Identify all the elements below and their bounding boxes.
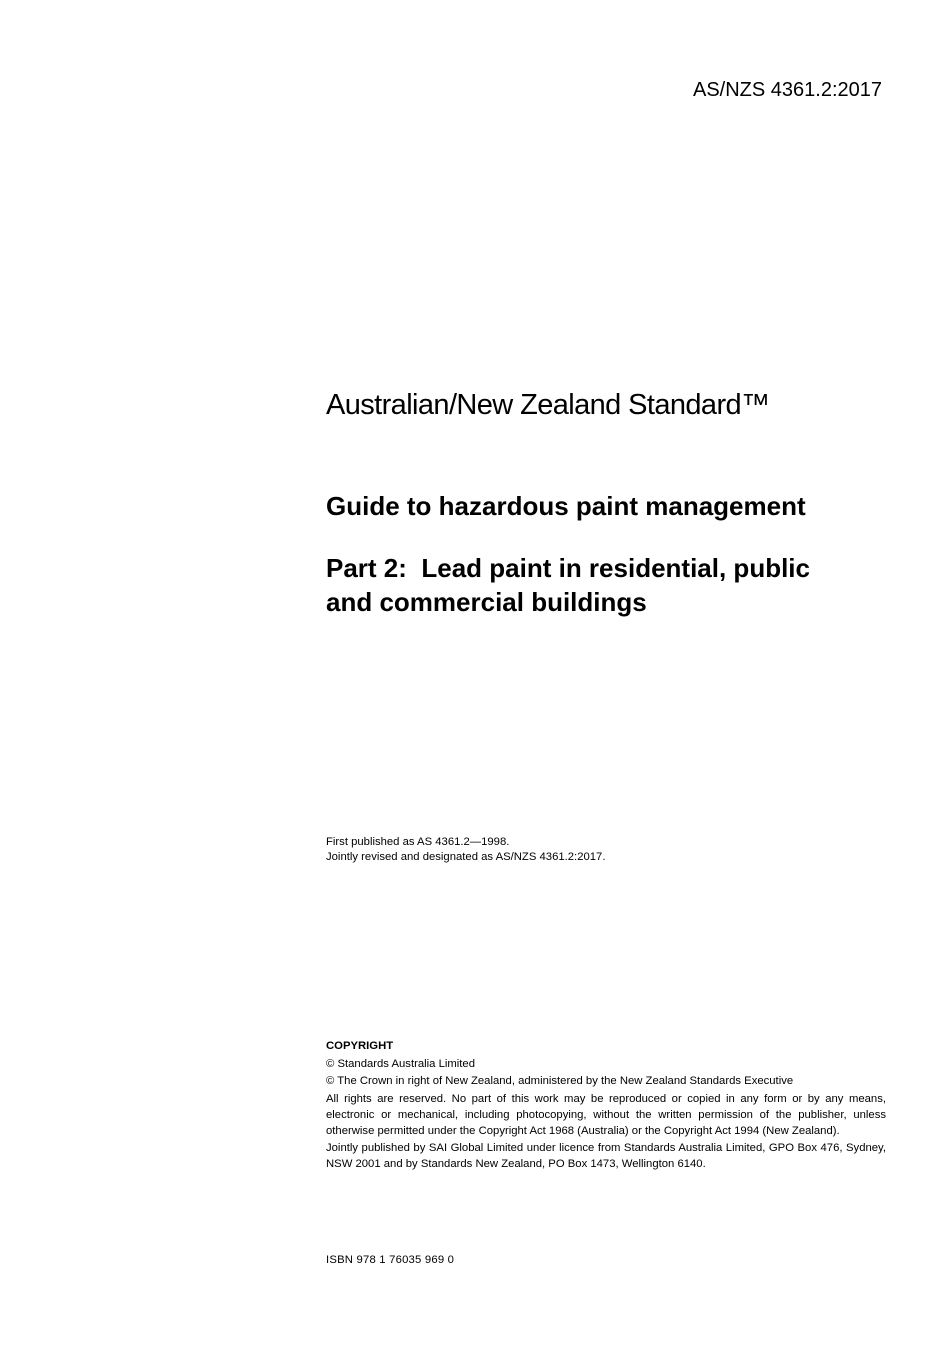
publication-history	[326, 835, 605, 864]
rights-paragraph: All rights are reserved. No part of this work may be reproduced or copied in any form or by any means, electronic or mechanical, including photocopying, without the written permission of the publisher, unless otherwise permitted under the Copyright Act 1968 (Australia) or the Copyright Act 1994 (New Zealand).	[326, 1092, 886, 1137]
part-title-line: and commercial buildings	[326, 587, 647, 617]
publication-line: First published as AS 4361.2—1998.	[326, 836, 510, 848]
publication-line: Jointly revised and designated as AS/NZS 4361.2:2017.	[326, 850, 606, 863]
copyright-block	[326, 1038, 886, 1174]
part-title	[326, 551, 886, 619]
standard-name: Australian/New Zealand Standard™	[326, 389, 770, 421]
standard-designation: AS/NZS 4361.2:2017	[692, 79, 882, 101]
copyright-line: © Standards Australia Limited	[326, 1057, 475, 1070]
isbn: ISBN 978 1 76035 969 0	[326, 1254, 455, 1266]
copyright-heading: COPYRIGHT	[326, 1040, 394, 1052]
part-title-line: Part 2: Lead paint in residential, public	[326, 553, 810, 583]
copyright-line: © The Crown in right of New Zealand, administered by the New Zealand Standards Executive	[326, 1075, 794, 1087]
publisher-paragraph: Jointly published by SAI Global Limited under licence from Standards Australia Limited, GPO Box 476, Sydney, NSW 2001 and by Standards New Zealand, PO Box 1473, Wellington 6140.	[326, 1142, 886, 1170]
document-title: Guide to hazardous paint management	[326, 491, 806, 521]
